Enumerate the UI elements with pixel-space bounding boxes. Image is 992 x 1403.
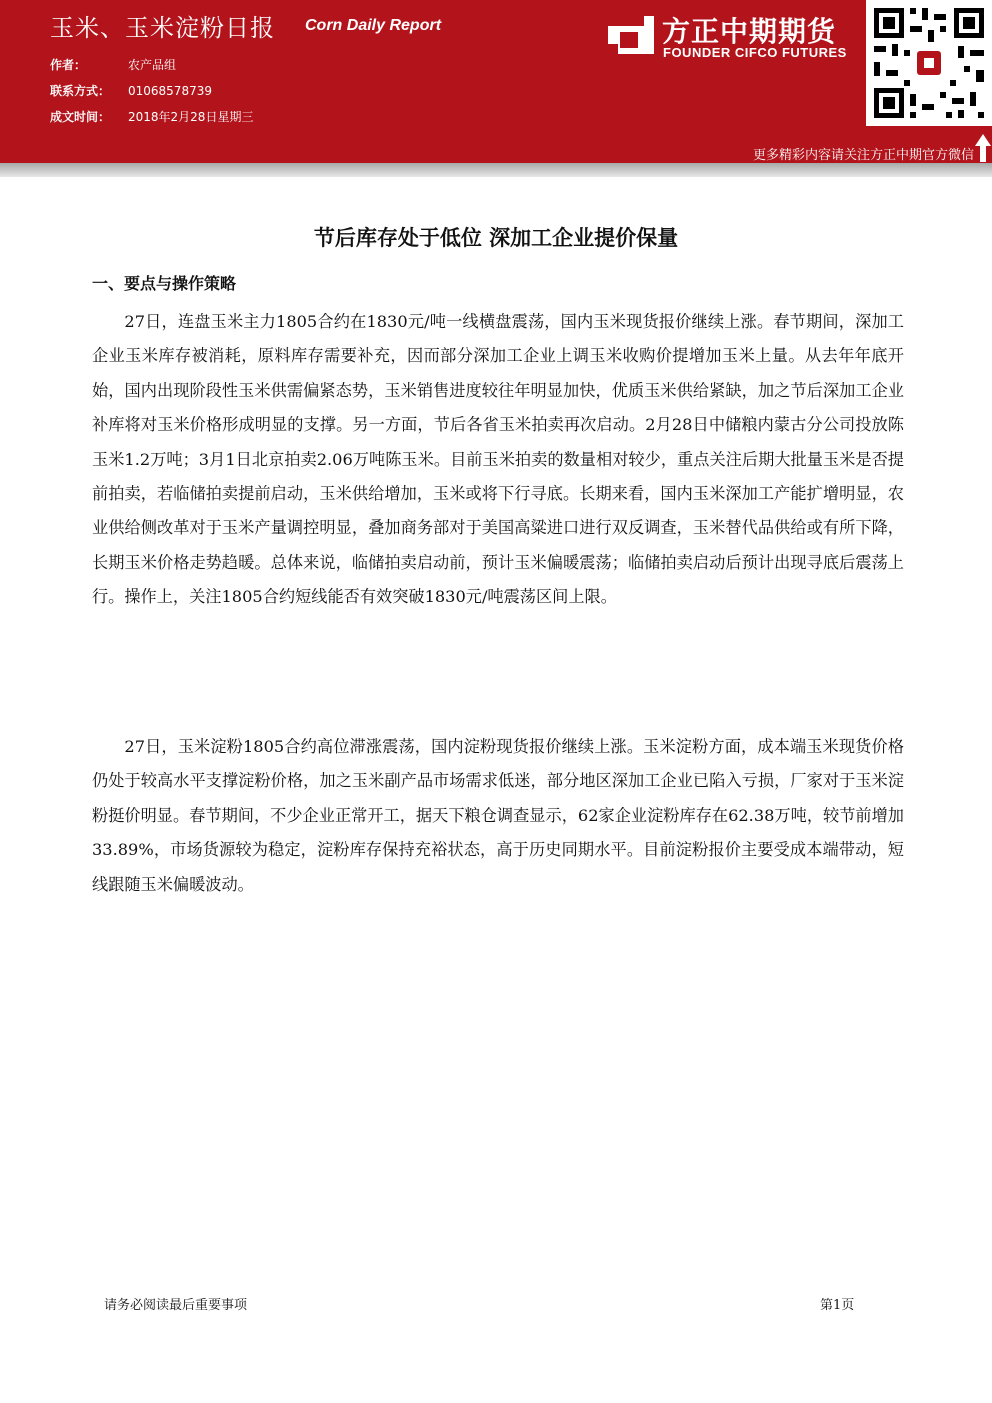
meta-value: 农产品组 [128, 58, 177, 72]
founder-logo-icon [608, 16, 654, 54]
footer-notice: 请务必阅读最后重要事项 [104, 1298, 248, 1313]
meta-contact [50, 82, 212, 99]
section-heading: 一、要点与操作策略 [92, 274, 237, 293]
document-title: 节后库存处于低位 深加工企业提价保量 [313, 226, 679, 250]
arrow-up-icon [975, 134, 991, 162]
meta-label: 联系方式： [50, 84, 111, 98]
meta-label: 作者： [50, 58, 87, 72]
paragraph-corn: 27日，连盘玉米主力1805合约在1830元/吨一线横盘震荡，国内玉米现货报价继续上涨。春节期间，深加工企业玉米库存被消耗，原料库存需要补充，因而部分深加工企业上调玉米收购价提增加玉米上量。从去年年底开始，国内出现阶段性玉米供需偏紧态势，玉米销售进度较往年明显加快，优质玉米供给紧缺，加之节后深加工企业补库将对玉米价格形成明显的支撑。另一方面，节后各省玉米拍卖再次启动。2月28日中储粮内蒙古分公司投放陈玉米1.2万吨；3月1日北京拍卖2.06万吨陈玉米。目前玉米拍卖的数量相对较少，重点关注后期大批量玉米是否提前拍卖，若临储拍卖提前启动，玉米供给增加，玉米或将下行寻底。长期来看，国内玉米深加工产能扩增明显，农业供给侧改革对于玉米产量调控明显，叠加商务部对于美国高粱进口进行双反调查，玉米替代品供给或有所下降，长期玉米价格走势趋暖。总体来说，临储拍卖启动前，预计玉米偏暖震荡；临储拍卖启动后预计出现寻底后震荡上行。操作上，关注1805合约短线能否有效突破1830元/吨震荡区间上限。 [92, 312, 904, 607]
header-divider [0, 163, 992, 177]
follow-wechat-note: 更多精彩内容请关注方正中期官方微信 [752, 148, 974, 163]
meta-value: 2018年2月28日星期三 [128, 110, 254, 124]
meta-author [50, 56, 176, 73]
report-title: 玉米、玉米淀粉日报 [50, 14, 275, 42]
meta-label: 成文时间： [50, 110, 111, 124]
wechat-qr-code-icon [866, 0, 992, 126]
report-header [0, 0, 992, 163]
meta-value: 01068578739 [128, 84, 212, 98]
paragraph-starch: 27日，玉米淀粉1805合约高位滞涨震荡，国内淀粉现货报价继续上涨。玉米淀粉方面，成本端玉米现货价格仍处于较高水平支撑淀粉价格，加之玉米副产品市场需求低迷，部分地区深加工企业已陷入亏损，厂家对于玉米淀粉挺价明显。春节期间，不少企业正常开工，据天下粮仓调查显示，62家企业淀粉库存在62.38万吨，较节前增加33.89%，市场货源较为稳定，淀粉库存保持充裕状态，高于历史同期水平。目前淀粉报价主要受成本端带动，短线跟随玉米偏暖波动。 [92, 737, 904, 894]
report-title-en: Corn Daily Report [305, 17, 442, 34]
brand-name-en: FOUNDER CIFCO FUTURES [663, 45, 847, 60]
page-number: 第1页 [820, 1298, 855, 1313]
meta-date [50, 108, 253, 125]
brand-name: 方正中期期货 [662, 15, 837, 48]
